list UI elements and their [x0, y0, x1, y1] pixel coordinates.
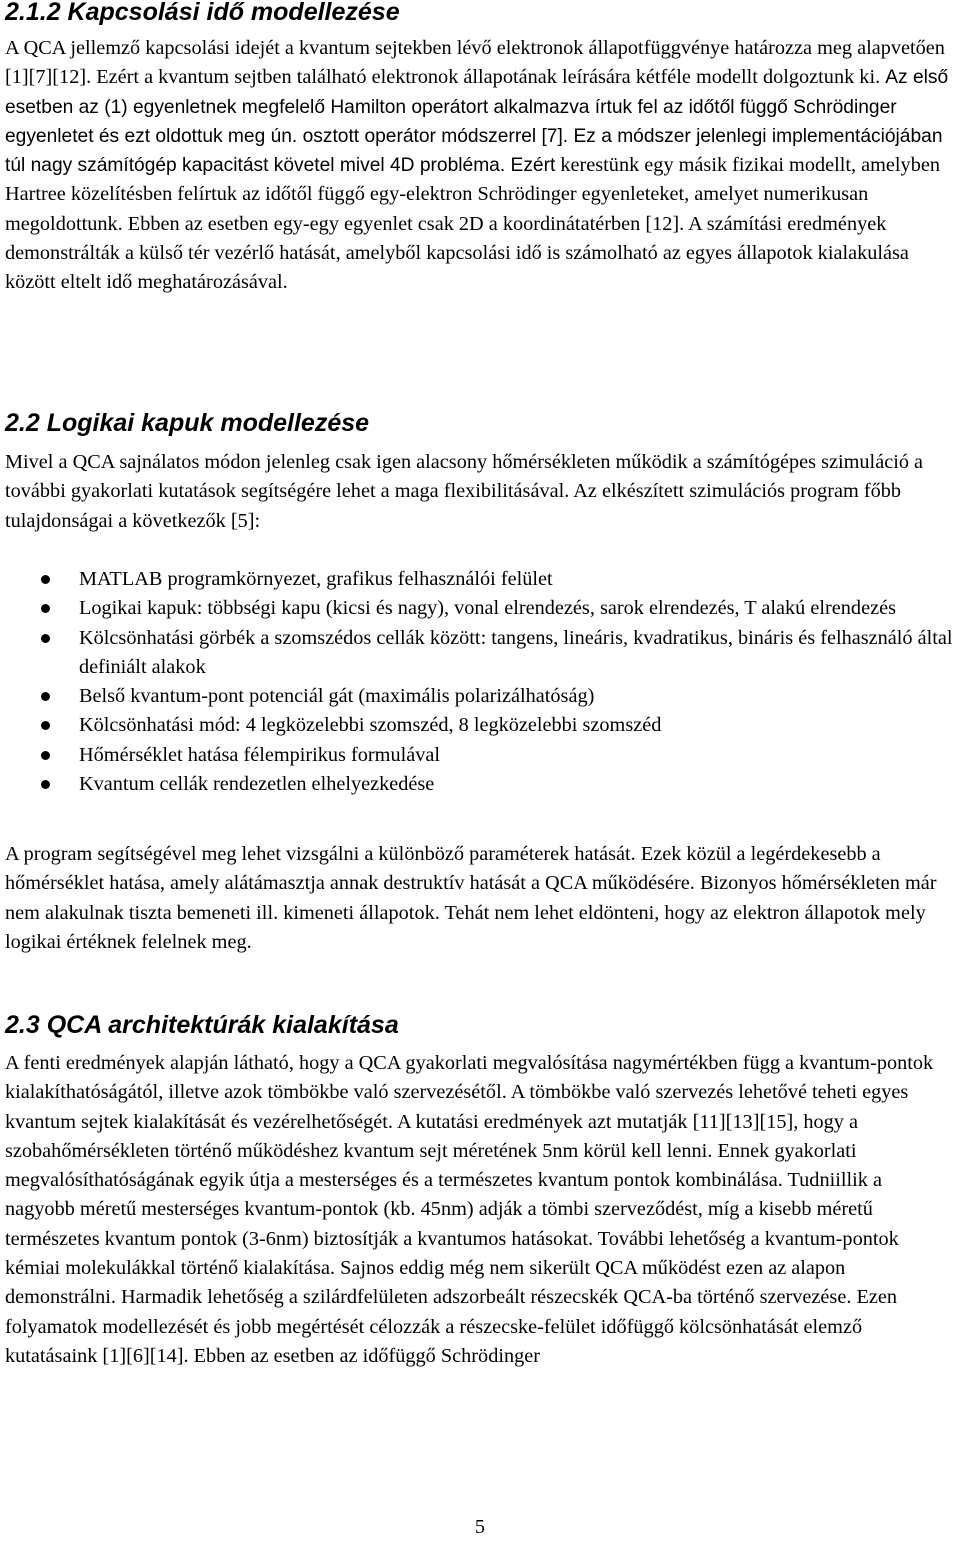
page-number: 5	[474, 1516, 486, 1538]
section-heading: 2.3 QCA architektúrák kialakítása	[5, 1011, 399, 1039]
section-heading: 2.2 Logikai kapuk modellezése	[5, 409, 370, 437]
body-paragraph	[5, 34, 953, 298]
list-item: MATLAB programkörnyezet, grafikus felhasználói felület	[5, 565, 953, 594]
paragraph-text-sans: Az első esetben az (1) egyenletnek megfelelő Hamilton operátort alkalmazva írtuk fel az időtől függő Schrödinger egyenletet és ezt oldottuk meg ún. osztott operátor módszerrel [7]. Ez a módszer jelenlegi implementációjában túl nagy számítógép kapacitást követel mivel 4D probléma. Ezért	[5, 67, 949, 177]
section-heading: 2.1.2 Kapcsolási idő modellezése	[5, 0, 400, 26]
list-item: Hőmérséklet hatása félempirikus formulával	[5, 741, 953, 770]
body-paragraph: A program segítségével meg lehet vizsgálni a különböző paraméterek hatását. Ezek közül a legérdekesebb a hőmérséklet hatása, amely alátámasztja annak destruktív hatását a QCA működésére. Bizonyos hőmérsékleten már nem alakulnak tiszta bemeneti ill. kimeneti állapotok. Tehát nem lehet eldönteni, hogy az elektron állapotok mely logikai értéknek felelnek meg.	[5, 843, 937, 953]
list-item: Kölcsönhatási mód: 4 legközelebbi szomszéd, 8 legközelebbi szomszéd	[5, 711, 953, 740]
body-paragraph: Mivel a QCA sajnálatos módon jelenleg csak igen alacsony hőmérsékleten működik a számítógépes szimuláció a további gyakorlati kutatások segítségére lehet a maga flexibilitásával. Az elkészített szimulációs program főbb tulajdonságai a következők [5]:	[5, 451, 924, 532]
list-item: Kölcsönhatási görbék a szomszédos cellák között: tangens, lineáris, kvadratikus, bináris és felhasználó által definiált alakok	[5, 624, 953, 683]
paragraph-text: kerestünk egy másik fizikai modellt, amelyben Hartree közelítésben felírtuk az időtől függő egy-elektron Schrödinger egyenleteket, amelyet numerikusan megoldottunk. Ebben az esetben egy-egy egyenlet csak 2D a koordinátatérben [12]. A számítási eredmények demonstrálták a külső tér vezérlő hatását, amelyből kapcsolási idő is számolható az egyes állapotok kialakulása között eltelt idő meghatározásával.	[5, 154, 940, 294]
list-item: Logikai kapuk: többségi kapu (kicsi és nagy), vonal elrendezés, sarok elrendezés, T alakú elrendezés	[5, 594, 953, 623]
feature-list	[5, 565, 953, 799]
list-item: Kvantum cellák rendezetlen elhelyezkedése	[5, 770, 953, 799]
paragraph-text: A QCA jellemző kapcsolási idejét a kvantum sejtekben lévő elektronok állapotfüggvénye határozza meg alapvetően [1][7][12]. Ezért a kvantum sejtben található elektronok állapotának leírására kétféle modellt dolgoztunk ki.	[5, 37, 945, 89]
body-paragraph: A fenti eredmények alapján látható, hogy a QCA gyakorlati megvalósítása nagymértékben függ a kvantum-pontok kialakíthatóságától, illetve azok tömbökbe való szervezésétől. A tömbökbe való szervezés lehetővé teheti egyes kvantum sejtek kialakítását és vezérelhetőségét. A kutatási eredmények azt mutatják [11][13][15], hogy a szobahőmérsékleten történő működéshez kvantum sejt méretének 5nm körül kell lenni. Ennek gyakorlati megvalósíthatóságának egyik útja a mesterséges és a természetes kvantum pontok kombinálása. Tudniillik a nagyobb méretű mesterséges kvantum-pontok (kb. 45nm) adják a tömbi szerveződést, míg a kisebb méretű természetes kvantum pontok (3-6nm) biztosítják a kvantumos hatásokat. További lehetőség a kvantum-pontok kémiai molekulákkal történő kialakítása. Sajnos eddig még nem sikerült QCA működést ezen az alapon demonstrálni. Harmadik lehetőség a szilárdfelületen adszorbeált részecskék QCA-ba történő szervezése. Ezen folyamatok modellezését és jobb megértését célozzák a részecske-felület időfüggő kölcsönhatását elemző kutatásaink [1][6][14]. Ebben az esetben az időfüggő Schrödinger	[5, 1052, 934, 1367]
list-item: Belső kvantum-pont potenciál gát (maximális polarizálhatóság)	[5, 682, 953, 711]
